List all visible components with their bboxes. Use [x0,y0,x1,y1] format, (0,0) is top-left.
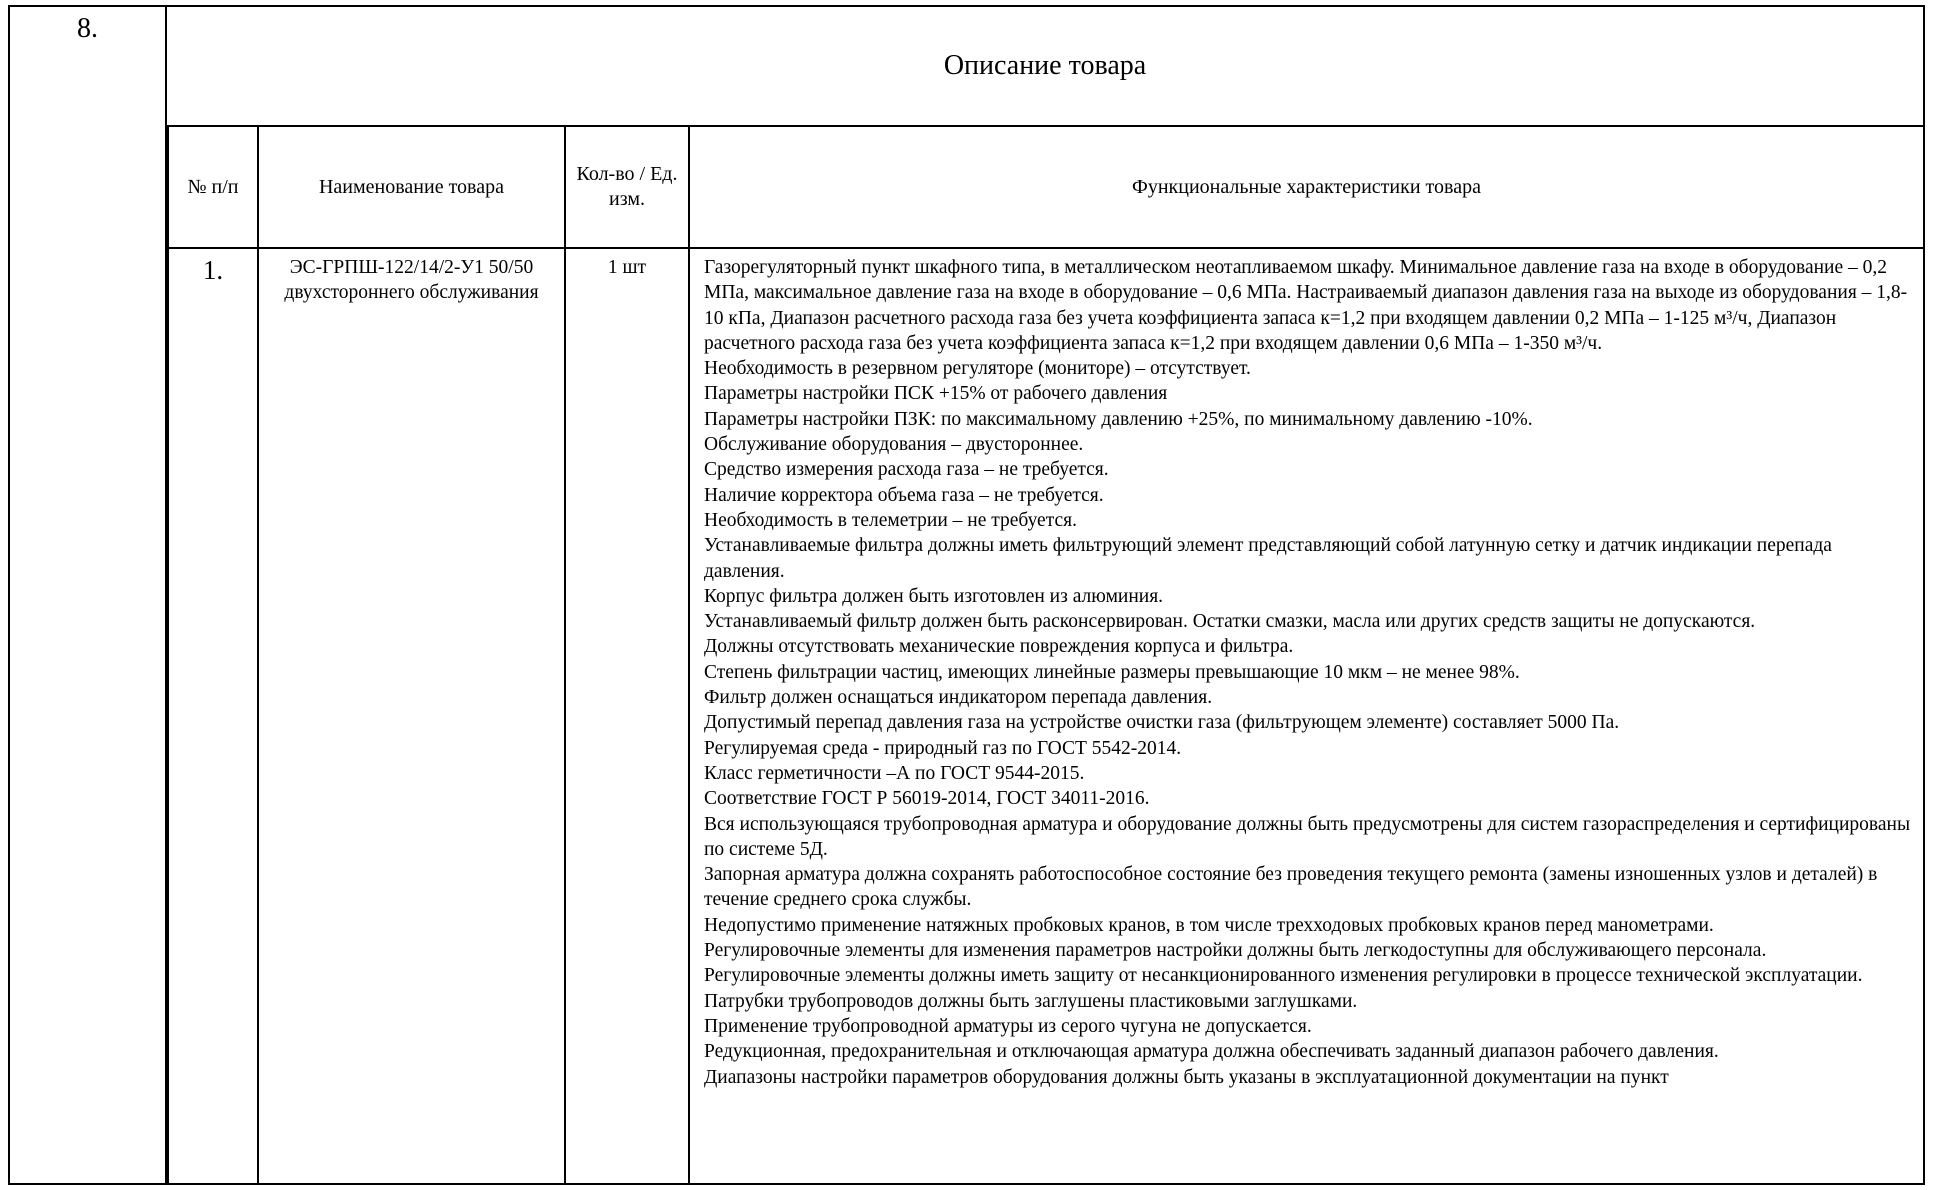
characteristic-line: Параметры настройки ПСК +15% от рабочего давления [704,383,1168,405]
characteristic-line: Газорегуляторный пункт шкафного типа, в металлическом неотапливаемом шкафу. Минимальное давление газа на входе в оборудование – 0,2 МПа, максимальное давление газа на входе в оборудование – 0,6 МПа. Настраиваемый диапазон давления газа на выходе из оборудования – 1,8-10 кПа, Диапазон расчетного расхода газа без учета коэффициента запаса к=1,2 при входящем давлении 0,2 МПа – 1-125 м³/ч, Диапазон расчетного расхода газа без учета коэффициента запаса к=1,2 при входящем давлении 0,6 МПа – 1-350 м³/ч. [704,257,1908,354]
characteristic-line: Степень фильтрации частиц, имеющих линейные размеры превышающие 10 мкм – не менее 98%. [704,661,1520,683]
goods-table [167,127,1923,1183]
column-number [167,127,257,1183]
column-name [257,127,564,1183]
characteristic-line: Соответствие ГОСТ Р 56019-2014, ГОСТ 34011-2016. [704,788,1150,810]
characteristic-line: Обслуживание оборудования – двустороннее. [704,434,1084,456]
header-name: Наименование товара [259,127,564,249]
header-number: № п/п [169,127,257,249]
cell-row-number: 1. [202,255,224,285]
header-quantity: Кол-во / Ед. изм. [566,127,688,249]
characteristic-line: Устанавливаемый фильтр должен быть расконсервирован. Остатки смазки, масла или других средств защиты не допускаются. [704,611,1756,633]
characteristic-line: Класс герметичности –А по ГОСТ 9544-2015. [704,762,1085,784]
characteristic-line: Корпус фильтра должен быть изготовлен из алюминия. [704,585,1164,607]
cell-product-name: ЭС-ГРПШ-122/14/2-У1 50/50 двухстороннего обслуживания [284,257,539,304]
characteristic-line: Регулировочные элементы для изменения параметров настройки должны быть легкодоступны для обслуживающего персонала. [704,940,1767,962]
header-characteristics-label: Функциональные характеристики товара [1132,175,1481,198]
cell-quantity: 1 шт [607,257,647,278]
section-content [167,7,1923,1183]
section-row-number: 8. [10,7,167,1183]
characteristic-line: Допустимый перепад давления газа на устройстве очистки газа (фильтрующем элементе) составляет 5000 Па. [704,712,1620,734]
cell-characteristics [690,249,1923,1090]
characteristic-line: Должны отсутствовать механические повреждения корпуса и фильтра. [704,636,1294,658]
characteristic-line: Средство измерения расхода газа – не требуется. [704,459,1109,481]
characteristic-line: Редукционная, предохранительная и отключающая арматура должна обеспечивать заданный диапазон рабочего давления. [704,1041,1719,1063]
characteristic-line: Необходимость в резервном регуляторе (мониторе) – отсутствует. [704,358,1251,380]
characteristic-line: Диапазоны настройки параметров оборудования должны быть указаны в эксплуатационной документации на пункт [704,1066,1669,1088]
characteristic-line: Устанавливаемые фильтра должны иметь фильтрующий элемент представляющий собой латунную сетку и датчик индикации перепада давления. [704,535,1832,582]
header-characteristics [690,127,1923,249]
characteristic-line: Применение трубопроводной арматуры из серого чугуна не допускается. [704,1015,1312,1037]
characteristic-line: Регулировочные элементы должны иметь защиту от несанкционированного изменения регулировки в процессе технической эксплуатации. [704,965,1863,987]
characteristic-line: Недопустимо применение натяжных пробковых кранов, в том числе трехходовых пробковых кранов перед манометрами. [704,914,1714,936]
characteristic-line: Наличие корректора объема газа – не требуется. [704,484,1104,506]
characteristic-line: Параметры настройки ПЗК: по максимальному давлению +25%, по минимальному давлению -10%. [704,408,1533,430]
characteristic-line: Необходимость в телеметрии – не требуется. [704,509,1077,531]
characteristic-line: Запорная арматура должна сохранять работоспособное состояние без проведения текущего ремонта (замены изношенных узлов и деталей) в течение среднего срока службы. [704,864,1878,911]
document-table-frame [8,5,1925,1185]
section-title: Описание товара [167,7,1923,127]
characteristic-line: Фильтр должен оснащаться индикатором перепада давления. [704,687,1213,709]
column-characteristics [688,127,1923,1183]
characteristic-line: Вся использующаяся трубопроводная арматура и оборудование должны быть предусмотрены для систем газораспределения и сертифицированы по системе 5Д. [704,813,1911,860]
characteristic-line: Патрубки трубопроводов должны быть заглушены пластиковыми заглушками. [704,990,1358,1012]
column-quantity [564,127,688,1183]
characteristic-line: Регулируемая среда - природный газ по ГОСТ 5542-2014. [704,737,1182,759]
